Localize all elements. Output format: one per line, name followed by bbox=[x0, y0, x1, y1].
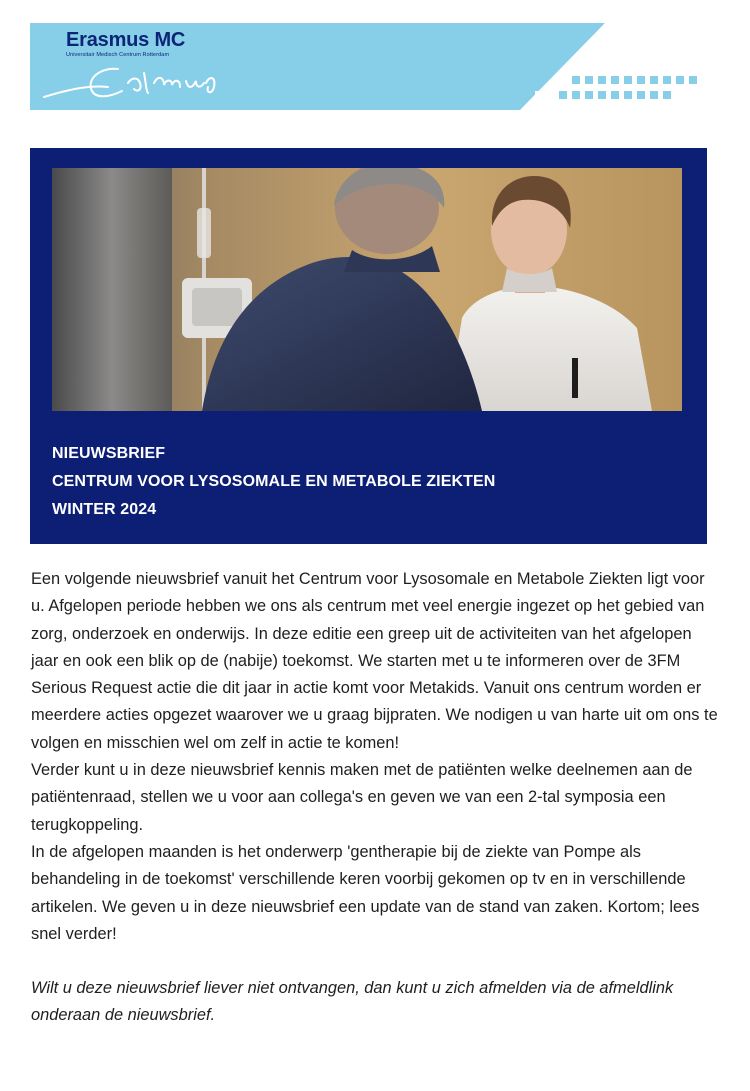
intro-text bbox=[31, 566, 721, 1030]
brand-name: Erasmus MC bbox=[66, 29, 186, 51]
intro-paragraph: Een volgende nieuwsbrief vanuit het Centrum voor Lysosomale en Metabole Ziekten ligt voor u. Afgelopen periode hebben we ons als centrum met veel energie ingezet op het gebied van zorg, onderzoek en onderwijs. In deze editie een greep uit de activiteiten van het afgelopen jaar en ook een blik op de (nabije) toekomst. We starten met u te informeren over de 3FM Serious Request actie die dit jaar in actie komt voor Metakids. Vanuit ons centrum worden er meerdere acties opgezet waarover we u graag bijpraten. We nodigen u van harte uit om ons te volgen en misschien wel om zelf in actie te komen! bbox=[31, 570, 718, 752]
logo-banner bbox=[30, 23, 700, 110]
intro-paragraph: In de afgelopen maanden is het onderwerp 'gentherapie bij de ziekte van Pompe als behandeling in de toekomst' verschillende keren voorbij gekomen op tv en in verschillende artikelen. We geven u in deze nieuwsbrief een update van de stand van zaken. Kortom; lees snel verder! bbox=[31, 842, 700, 943]
doctor-patient-photo bbox=[52, 168, 682, 411]
brand-subtitle: Universitair Medisch Centrum Rotterdam bbox=[66, 52, 170, 58]
dot-pattern-row-2 bbox=[559, 91, 671, 99]
hero-title-centre: CENTRUM VOOR LYSOSOMALE EN METABOLE ZIEKTEN bbox=[52, 473, 496, 490]
unsubscribe-note: Wilt u deze nieuwsbrief liever niet ontvangen, dan kunt u zich afmelden via de afmeldlink onderaan de nieuwsbrief. bbox=[31, 979, 674, 1025]
dot-pattern-row-1 bbox=[572, 76, 697, 84]
hero-title-edition: WINTER 2024 bbox=[52, 501, 157, 518]
hero-title-newsletter: NIEUWSBRIEF bbox=[52, 445, 166, 462]
intro-paragraph: Verder kunt u in deze nieuwsbrief kennis maken met de patiënten welke deelnemen aan de patiëntenraad, stellen we u voor aan collega's en geven we van een 2-tal symposia een terugkoppeling. bbox=[31, 761, 693, 834]
hero-block bbox=[30, 148, 707, 544]
hero-titles bbox=[52, 440, 495, 524]
